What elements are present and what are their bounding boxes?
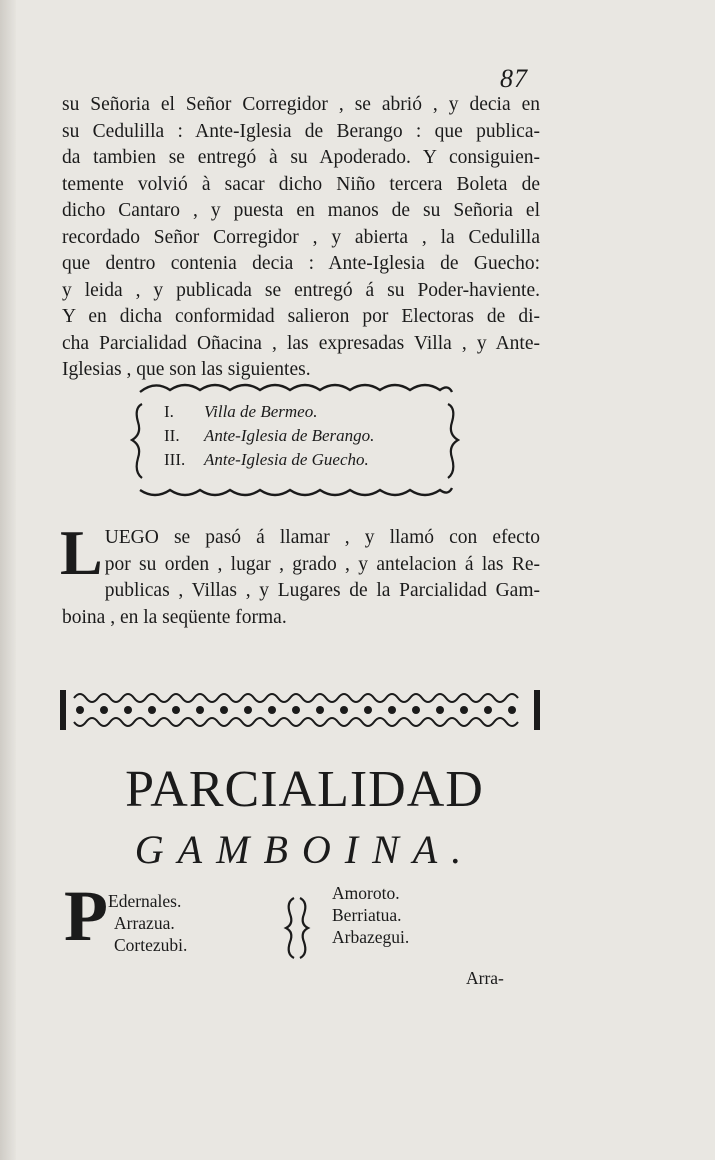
elector-item [164,424,374,448]
elector-name: Villa de Bermeo. [204,402,318,421]
body-line: Iglesias , que son las siguientes. [62,359,311,380]
elector-number: I. [164,402,174,421]
catchword: Arra- [466,968,504,988]
body-line: cha Parcialidad Oñacina , las expresadas Villa , y Ante- [62,332,540,354]
electors-box [130,378,460,502]
body-line: dicho Cantaro , y puesta en manos de su Señoria el [62,200,540,221]
body-paragraph [62,92,540,384]
luego-line: publicas , Villas , y Lugares de la Parcialidad Gam- [104,580,540,601]
electors-list [164,400,374,472]
page-edge [0,0,16,1160]
body-line: recordado Señor Corregidor , y abierta , la Cedulilla [62,226,540,248]
body-line: y leida , y publicada se entregó á su Poder-haviente. [62,279,540,301]
body-line: da tambien se entregó à su Apoderado. Y consiguien- [62,147,540,168]
elector-item [164,400,374,424]
town-name: Cortezubi. [114,935,188,955]
towns-left-column [108,890,187,956]
body-line: Y en dicha conformidad salieron por Electoras de di- [62,306,540,327]
luego-line: UEGO se pasó á llamar , y llamó con efecto [104,527,540,548]
elector-name: Ante-Iglesia de Guecho. [204,450,369,469]
ornament-band [60,684,540,736]
town-name: Arrazua. [114,913,175,933]
elector-item [164,448,374,472]
town-name: Amoroto. [332,883,400,903]
drop-cap: L [60,517,103,588]
drop-cap: P [64,876,108,956]
body-line: su Señoria el Señor Corregidor , se abrió , y decia en [62,94,540,115]
towns-right-column [332,882,409,948]
luego-line: boina , en la seqüente forma. [62,606,287,628]
luego-line: por su orden , lugar , grado , y antelacion á las Re- [104,553,540,575]
town-name: Berriatua. [332,905,402,925]
town-name: Edernales. [108,891,182,911]
section-subheading: GAMBOINA. [134,827,476,872]
elector-number: II. [164,426,180,445]
town-name: Arbazegui. [332,927,410,947]
luego-paragraph [60,517,540,631]
section-heading: PARCIALIDAD [125,761,484,818]
elector-name: Ante-Iglesia de Berango. [204,426,375,445]
double-brace-ornament [282,896,312,960]
body-line: temente volvió à sacar dicho Niño tercera Boleta de [62,173,540,195]
elector-number: III. [164,450,186,469]
page-number: 87 [500,64,528,93]
towns-list [64,876,524,968]
body-line: su Cedulilla : Ante-Iglesia de Berango : que publica- [62,120,540,142]
body-line: que dentro contenia decia : Ante-Iglesia de Guecho: [62,253,540,274]
